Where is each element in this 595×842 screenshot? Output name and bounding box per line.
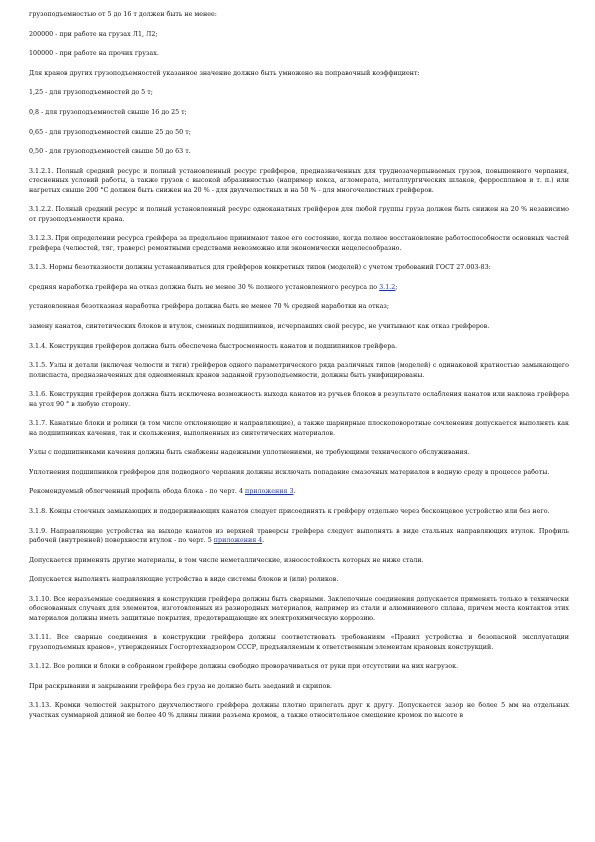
paragraph-3-1-10: 3.1.10. Все неразъемные соединения в конструкции грейфера должны быть сварными. Заклепочные соединения допускается применять только в технически обоснованных случаях для элементов, изготовленных из разнородных материалов, например из стали и алюминиевого сплава, причем места контактов этих материалов должны иметь защитные покрытия, предотвращающие их электрохимическую коррозию. (29, 595, 569, 622)
paragraph-text: ; (395, 283, 398, 291)
paragraph: 200000 - при работе на грузах Л1, Л2; (29, 30, 158, 38)
paragraph-with-link (29, 487, 569, 496)
paragraph: При раскрывании и закрывании грейфера без груза не должно быть заеданий и скрипов. (29, 682, 332, 690)
paragraph-with-link (29, 527, 569, 546)
paragraph: 0,50 - для грузоподъемностей свыше 50 до 63 т. (29, 148, 191, 156)
paragraph: Узлы с подшипниками качения должны быть снабжены надежными уплотнениями, не требующими технического обслуживания. (29, 449, 470, 457)
section-link-3-1-2[interactable]: 3.1.2 (379, 283, 396, 291)
paragraph-with-link (29, 283, 569, 292)
paragraph-3-1-13: 3.1.13. Кромки челюстей закрытого двухчелюстного грейфера должны плотно прилегать друг к другу. Допускается зазор не более 5 мм на отдельных участках суммарной длиной не более 40 % длины линии разъема кромок, а также относительное смещение кромок по высоте в (29, 702, 569, 719)
paragraph-text: . (262, 536, 265, 544)
paragraph-3-1-11: 3.1.11. Все сварные соединения в конструкции грейфера должны соответствовать требованиям «Правил устройства и безопасной эксплуатации грузоподъемных кранов», утвержденных Госгортехнадзором СССР, предъявляемым к ответственным элементам крановых конструкций. (29, 634, 569, 651)
paragraph-3-1-5: 3.1.5. Узлы и детали (включая челюсти и тяги) грейферов одного параметрического ряда различных типов (моделей) с одинаковой кратностью замыкающего полиспаста, предназначенных для одноименных кранов заданной грузоподъемности, должны быть унифицированы. (29, 362, 569, 379)
paragraph-3-1-2-1: 3.1.2.1. Полный средний ресурс и полный установленный ресурс грейферов, предназначенных для труднозачерпываемых грузов, повышенного черпания, стесненных условий работы, а также грузов с высокой абразивностью (например кокса, агломерата, металлургических шлаков, ферросплавов и т. п.) или нагретых свыше 200 °С должен быть снижен на 20 % - для двухчелюстных и на 50 % - для многочелюстных грейферов. (29, 167, 569, 194)
paragraph: грузоподъемностью от 5 до 16 т должен быть не менее: (29, 11, 217, 18)
paragraph: 0,65 - для грузоподъемностей свыше 25 до 50 т; (29, 128, 191, 136)
appendix-4-link[interactable]: приложения 4 (213, 536, 263, 544)
paragraph-3-1-12: 3.1.12. Все ролики и блоки в собранном грейфере должны свободно проворачиваться от руки при отсутствии на них нагрузок. (29, 663, 459, 671)
paragraph: 1,25 - для грузоподъемностей до 5 т; (29, 89, 153, 97)
paragraph: Уплотнения подшипников грейферов для подводного черпания должны исключать попадание смазочных материалов в водную среду в процессе работы. (29, 468, 550, 476)
paragraph-3-1-2-2: 3.1.2.2. Полный средний ресурс и полный установленный ресурс одноканатных грейферов для любой группы груза должен быть снижен на 20 % независимо от грузоподъемности крана. (29, 206, 569, 223)
paragraph-3-1-4: 3.1.4. Конструкция грейферов должна быть обеспечена быстросменность канатов и подшипников грейфера. (29, 342, 398, 350)
paragraph: 100000 - при работе на прочих грузах. (29, 50, 159, 58)
paragraph: 0,8 - для грузоподъемностей свыше 16 до 25 т; (29, 108, 187, 116)
document-page (29, 10, 569, 730)
paragraph: Для кранов других грузоподъемностей указанное значение должно быть умножено на поправочный коэффициент: (29, 69, 420, 77)
paragraph: установленная безотказная наработка грейфера должна быть не менее 70 % средней наработки на отказ; (29, 303, 389, 311)
paragraph-text: . (293, 488, 296, 496)
paragraph-text: 3.1.9. Направляющие устройства на выходе канатов из верхней траверсы грейфера следует выполнять в виде стальных направляющих втулок. Профиль рабочей (внутренней) поверхности втулок - по черт. 5 (29, 527, 569, 544)
paragraph-3-1-6: 3.1.6. Конструкция грейферов должна быть исключена возможность выхода канатов из ручьев блоков в результате ослабления канатов или наклона грейфера на угол 90 ° в любую сторону. (29, 391, 569, 408)
paragraph-3-1-7: 3.1.7. Канатные блоки и ролики (в том числе отклоняющие и направляющие), а также шарнирные плоскоповоротные сочленения допускается выполнять как на подшипниках качения, так и скольжения, выполненных из синтетических материалов. (29, 420, 569, 437)
paragraph: Допускается выполнять направляющие устройства в виде системы блоков и (или) роликов. (29, 576, 339, 584)
paragraph: замену канатов, синтетических блоков и втулок, сменных подшипников, исчерпавших свой ресурс, не учитывают как отказ грейферов. (29, 322, 490, 330)
paragraph-3-1-3: 3.1.3. Нормы безотказности должны устанавливаться для грейферов конкретных типов (моделей) с учетом требований ГОСТ 27.003-83: (29, 264, 491, 272)
paragraph-3-1-2-3: 3.1.2.3. При определении ресурса грейфера за предельное принимают такое его состояние, когда полное восстановление работоспособности основных частей грейфера (челюстей, тяг, траверс) ремонтными средствами невозможно или экономически нецелесообразно. (29, 235, 569, 252)
paragraph: Допускается применять другие материалы, в том числе неметаллические, износостойкость которых не ниже стали. (29, 556, 424, 564)
appendix-3-link[interactable]: приложения 3 (245, 488, 294, 496)
paragraph-text: средняя наработка грейфера на отказ должна быть не менее 30 % полного установленного ресурса по (29, 283, 380, 291)
paragraph-text: Рекомендуемый облегченный профиль обода блока - по черт. 4 (29, 488, 246, 496)
paragraph-3-1-8: 3.1.8. Концы стоечных замыкающих и поддерживающих канатов следует присоединять к грейферу отдельно через бесконцевое устройство или без него. (29, 507, 550, 515)
